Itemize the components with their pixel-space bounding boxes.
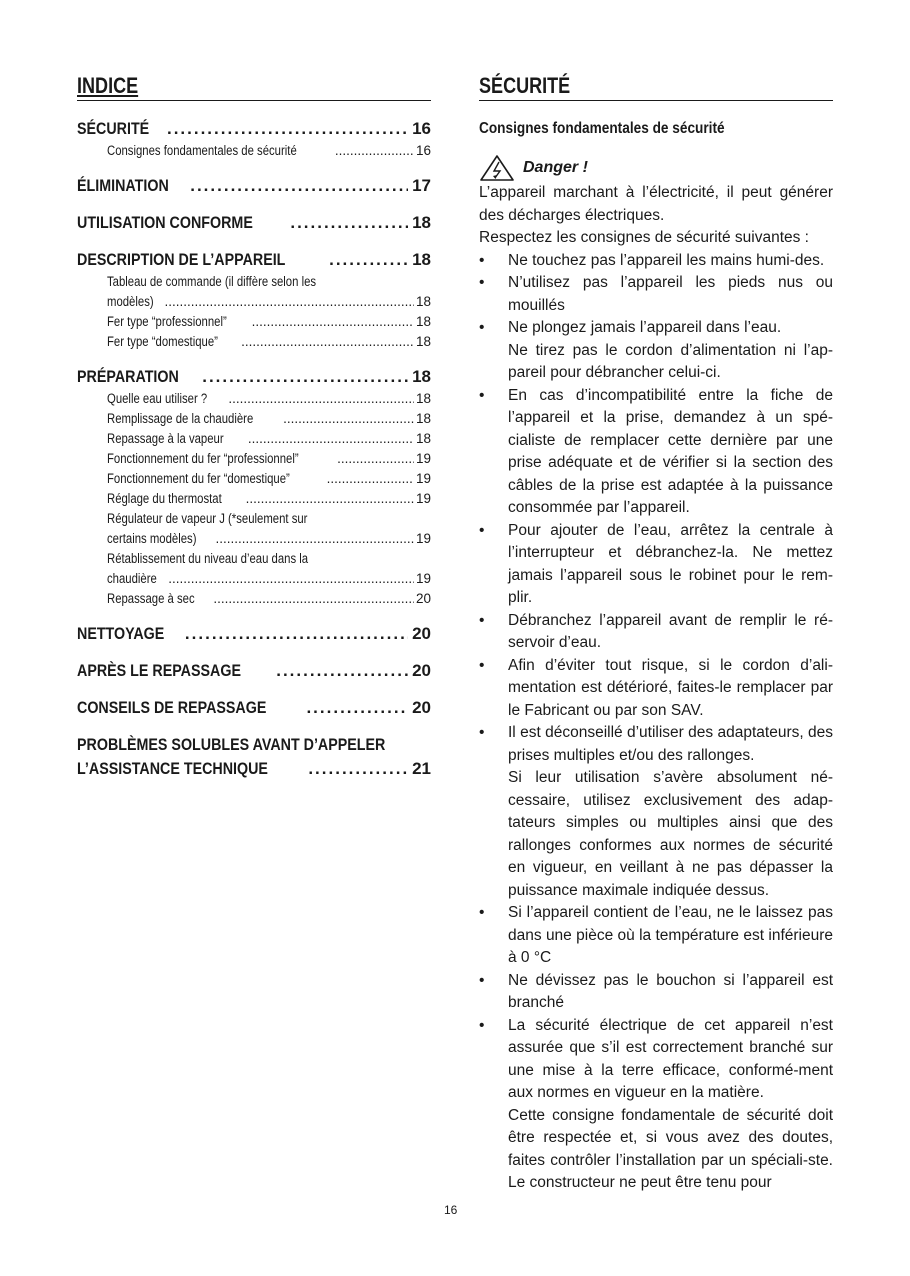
- toc-sub-entry: [77, 409, 431, 429]
- toc-main-title: [77, 365, 198, 389]
- toc-sub-entry: [77, 509, 431, 549]
- toc-sub-entry: [77, 332, 431, 352]
- toc-sub-title: [107, 409, 281, 429]
- toc-sub-page: 20: [415, 591, 431, 606]
- toc-main-title: [77, 248, 325, 272]
- safety-bullet-item: [479, 970, 833, 1015]
- toc-leader-dots: [290, 211, 408, 235]
- toc-main-page: 21: [412, 759, 431, 778]
- page-number: 16: [444, 1203, 458, 1217]
- toc-sub-page: 19: [415, 531, 431, 546]
- toc-leader-dots: [202, 365, 408, 389]
- toc-main-entry: [77, 733, 431, 781]
- toc-sub-title-line2-text: modèles): [107, 294, 154, 309]
- toc-sub-title-line2: [107, 569, 166, 589]
- toc-sub-title: [107, 449, 335, 469]
- bullet-marker: •: [479, 521, 485, 539]
- toc-sub-title-line2: [107, 529, 214, 549]
- bullet-marker: •: [479, 1016, 485, 1034]
- toc-heading: INDICE: [77, 73, 139, 98]
- bullet-text: La sécurité électrique de cet appareil n’est assurée que s’il est correctement branché sur une mise à la terre efficace, conformé-ment aux normes en vigueur en la matière.: [508, 1016, 833, 1101]
- safety-bullet-item: [479, 385, 833, 520]
- bullet-text: Ne dévissez pas le bouchon si l’appareil est branché: [508, 971, 833, 1011]
- toc-sub-page: 19: [415, 451, 431, 466]
- toc-list: [77, 117, 431, 781]
- toc-main-title-text: UTILISATION CONFORME: [77, 213, 253, 232]
- toc-main-page: 16: [412, 119, 431, 138]
- toc-main-entry: [77, 622, 431, 646]
- table-of-contents: [77, 72, 431, 794]
- danger-label: Danger !: [523, 159, 588, 176]
- toc-main-title: [77, 211, 286, 235]
- toc-sub-title-text: Fer type “domestique”: [107, 334, 218, 349]
- toc-main-title-text: PRÉPARATION: [77, 367, 179, 386]
- toc-sub-entry: [77, 469, 431, 489]
- bullet-marker: •: [479, 319, 485, 336]
- bullet-extra-text: Ne tirez pas le cordon d’alimentation ni l’ap-pareil pour débrancher celui-ci.: [508, 341, 833, 381]
- toc-leader-dots: [308, 757, 408, 781]
- toc-leader-dots: [165, 292, 414, 312]
- toc-leader-dots: [276, 659, 408, 683]
- toc-main-title: [77, 117, 163, 141]
- safety-bullet-item: [479, 317, 833, 385]
- bullet-extra-text: Si leur utilisation s’avère absolument né-cessaire, utilisez exclusivement des adap-tateurs simples ou multiples ainsi que des rallonges conformes aux normes de sécurité en vigueur, en veillant à ne pas dépasser la puissance maximale indiquée dessus.: [508, 769, 833, 899]
- toc-main-entry: [77, 117, 431, 141]
- toc-leader-dots: [185, 622, 408, 646]
- toc-main-title-text: NETTOYAGE: [77, 624, 165, 643]
- safety-bullet-list: [479, 250, 833, 1195]
- toc-leader-dots: [167, 117, 408, 141]
- toc-section: [77, 211, 431, 235]
- bullet-text: Pour ajouter de l’eau, arrêtez la centrale à l’interrupteur et débranchez-la. Ne mettez jamais l’appareil sous le robinet pour le rem-plir.: [508, 521, 833, 606]
- safety-bullet-item: [479, 610, 833, 655]
- toc-sub-title-line2-text: chaudière: [107, 571, 157, 586]
- toc-sub-entry: [77, 272, 431, 312]
- toc-sub-title-line1-text: Régulateur de vapeur J (*seulement sur: [107, 511, 308, 526]
- toc-sub-line2: [107, 529, 431, 549]
- toc-sub-title-text: Remplissage de la chaudière: [107, 411, 254, 426]
- toc-main-page: 20: [412, 624, 431, 643]
- toc-main-page: 20: [412, 661, 431, 680]
- toc-leader-dots: [241, 332, 414, 352]
- bullet-marker: •: [479, 251, 485, 269]
- bullet-text: Ne plongez jamais l’appareil dans l’eau.: [508, 319, 782, 336]
- toc-section: [77, 174, 431, 198]
- toc-sub-entry: [77, 429, 431, 449]
- safety-section: [479, 72, 833, 1195]
- toc-sub-title: [107, 389, 226, 409]
- warning-lightning-icon: [479, 154, 515, 182]
- toc-sub-page: 18: [415, 334, 431, 349]
- bullet-text: Afin d’éviter tout risque, si le cordon d’ali-mentation est détérioré, faites-le remplacer par le Fabricant ou par son SAV.: [508, 656, 833, 719]
- toc-main-page: 17: [412, 176, 431, 195]
- bullet-text: Débranchez l’appareil avant de remplir le ré-servoir d’eau.: [508, 611, 833, 651]
- toc-sub-title-text: Repassage à la vapeur: [107, 431, 224, 446]
- toc-sub-title-line2: [107, 292, 163, 312]
- toc-sub-page: 18: [415, 431, 431, 446]
- toc-main-line2: [77, 757, 431, 781]
- toc-sub-title-line1-text: Tableau de commande (il diffère selon les: [107, 274, 317, 289]
- toc-sub-title-text: Fer type “professionnel”: [107, 314, 227, 329]
- safety-intro-1: L’appareil marchant à l’électricité, il peut générer des décharges électriques.: [479, 184, 833, 224]
- toc-leader-dots: [246, 489, 414, 509]
- toc-leader-dots: [335, 141, 414, 161]
- bullet-marker: •: [479, 724, 485, 741]
- toc-sub-title: [107, 469, 325, 489]
- toc-main-title: [77, 659, 272, 683]
- toc-main-title-line2: [77, 757, 304, 781]
- toc-main-title-text: ÉLIMINATION: [77, 176, 169, 195]
- toc-sub-page: 18: [415, 314, 431, 329]
- toc-sub-line2: [107, 569, 431, 589]
- toc-sub-title-text: Fonctionnement du fer “domestique”: [107, 471, 290, 486]
- toc-sub-page: 19: [415, 471, 431, 486]
- toc-main-title-line1: [77, 733, 431, 757]
- toc-main-title-text: APRÈS LE REPASSAGE: [77, 661, 241, 680]
- toc-sub-line2: [107, 292, 431, 312]
- safety-intro-2: Respectez les consignes de sécurité suivantes :: [479, 229, 809, 246]
- toc-leader-dots: [216, 529, 414, 549]
- danger-callout: [479, 154, 833, 182]
- safety-bullet-item: [479, 902, 833, 970]
- toc-leader-dots: [283, 409, 414, 429]
- toc-sub-title-text: Repassage à sec: [107, 591, 195, 606]
- toc-leader-dots: [168, 569, 414, 589]
- bullet-marker: •: [479, 656, 485, 674]
- safety-bullet-item: [479, 250, 833, 273]
- toc-sub-title-text: Réglage du thermostat: [107, 491, 222, 506]
- toc-main-entry: [77, 365, 431, 389]
- safety-bullet-item: [479, 655, 833, 723]
- safety-bullet-item: [479, 272, 833, 317]
- safety-bullet-item: [479, 520, 833, 610]
- toc-main-title-line1-text: PROBLÈMES SOLUBLES AVANT D’APPELER: [77, 735, 386, 754]
- toc-sub-title: [107, 589, 211, 609]
- toc-section: [77, 733, 431, 781]
- bullet-text: N’utilisez pas l’appareil les pieds nus ou mouillés: [508, 274, 833, 314]
- toc-leader-dots: [228, 389, 414, 409]
- toc-sub-title: [107, 489, 244, 509]
- toc-leader-dots: [252, 312, 414, 332]
- bullet-marker: •: [479, 274, 485, 291]
- safety-subheading-text: Consignes fondamentales de sécurité: [479, 120, 725, 137]
- toc-main-title-text: SÉCURITÉ: [77, 119, 150, 138]
- bullet-marker: •: [479, 611, 485, 629]
- toc-sub-entry: [77, 312, 431, 332]
- safety-heading-rule: [479, 72, 833, 101]
- toc-main-title-text: DESCRIPTION DE L’APPAREIL: [77, 250, 286, 269]
- toc-main-page: 18: [412, 213, 431, 232]
- toc-section: [77, 117, 431, 161]
- toc-main-title: [77, 696, 302, 720]
- toc-main-title-text: CONSEILS DE REPASSAGE: [77, 698, 267, 717]
- toc-section: [77, 659, 431, 683]
- toc-sub-entry: [77, 489, 431, 509]
- toc-main-page: 18: [412, 250, 431, 269]
- bullet-marker: •: [479, 386, 485, 404]
- toc-section: [77, 248, 431, 352]
- toc-section: [77, 365, 431, 609]
- bullet-text: Ne touchez pas l’appareil les mains humi-des.: [508, 251, 825, 269]
- safety-subheading: [479, 118, 833, 140]
- toc-sub-entry: [77, 449, 431, 469]
- toc-sub-title: [107, 312, 250, 332]
- toc-sub-title-line2-text: certains modèles): [107, 531, 197, 546]
- toc-main-title-line2-text: L’ASSISTANCE TECHNIQUE: [77, 759, 268, 778]
- bullet-text: Si l’appareil contient de l’eau, ne le laissez pas dans une pièce où la température est inférieure à 0 °C: [508, 904, 833, 966]
- toc-sub-title-text: Quelle eau utiliser ?: [107, 391, 208, 406]
- toc-sub-title-line1-text: Rétablissement du niveau d’eau dans la: [107, 551, 309, 566]
- toc-leader-dots: [327, 469, 414, 489]
- toc-heading-rule: [77, 72, 431, 101]
- safety-heading: SÉCURITÉ: [479, 73, 571, 98]
- toc-main-page: 18: [412, 367, 431, 386]
- toc-main-title: [77, 622, 181, 646]
- toc-sub-page: 16: [415, 143, 431, 158]
- toc-sub-page: 18: [415, 411, 431, 426]
- toc-leader-dots: [190, 174, 408, 198]
- toc-leader-dots: [337, 449, 414, 469]
- toc-main-entry: [77, 696, 431, 720]
- safety-bullet-item: [479, 722, 833, 902]
- bullet-extra-text: Cette consigne fondamentale de sécurité doit être respectée et, si vous avez des doutes, faites contrôler l’installation par un spéciali-ste. Le constructeur ne peut être tenu pour: [508, 1106, 833, 1191]
- toc-sub-page: 19: [415, 491, 431, 506]
- bullet-marker: •: [479, 971, 485, 989]
- toc-main-entry: [77, 211, 431, 235]
- toc-main-page: 20: [412, 698, 431, 717]
- toc-leader-dots: [213, 589, 414, 609]
- safety-bullet-item: [479, 1015, 833, 1195]
- toc-sub-title-line1: [107, 549, 431, 569]
- toc-leader-dots: [248, 429, 414, 449]
- toc-sub-page: 18: [415, 294, 431, 309]
- toc-sub-title-line1: [107, 272, 431, 292]
- toc-sub-entry: [77, 389, 431, 409]
- toc-main-entry: [77, 248, 431, 272]
- toc-sub-page: 19: [415, 571, 431, 586]
- toc-leader-dots: [306, 696, 408, 720]
- toc-sub-title: [107, 332, 239, 352]
- bullet-marker: •: [479, 904, 485, 921]
- toc-section: [77, 622, 431, 646]
- bullet-text: Il est déconseillé d’utiliser des adaptateurs, des prises multiples et/ou des rallonges.: [508, 724, 833, 764]
- toc-sub-title: [107, 141, 333, 161]
- toc-main-title: [77, 174, 186, 198]
- bullet-text: En cas d’incompatibilité entre la fiche de l’appareil et la prise, demandez à un spé-cialiste de remplacer cette dernière par une prise adéquate et de vérifier si la section des câbles de la prise est adaptée à la puissance consommée par l’appareil.: [508, 386, 833, 516]
- toc-sub-title-line1: [107, 509, 431, 529]
- toc-sub-entry: [77, 141, 431, 161]
- toc-main-entry: [77, 659, 431, 683]
- toc-leader-dots: [329, 248, 408, 272]
- toc-sub-title-text: Consignes fondamentales de sécurité: [107, 143, 297, 158]
- toc-sub-page: 18: [415, 391, 431, 406]
- toc-sub-entry: [77, 549, 431, 589]
- toc-sub-title-text: Fonctionnement du fer “professionnel”: [107, 451, 299, 466]
- toc-sub-entry: [77, 589, 431, 609]
- toc-section: [77, 696, 431, 720]
- toc-sub-title: [107, 429, 246, 449]
- toc-main-entry: [77, 174, 431, 198]
